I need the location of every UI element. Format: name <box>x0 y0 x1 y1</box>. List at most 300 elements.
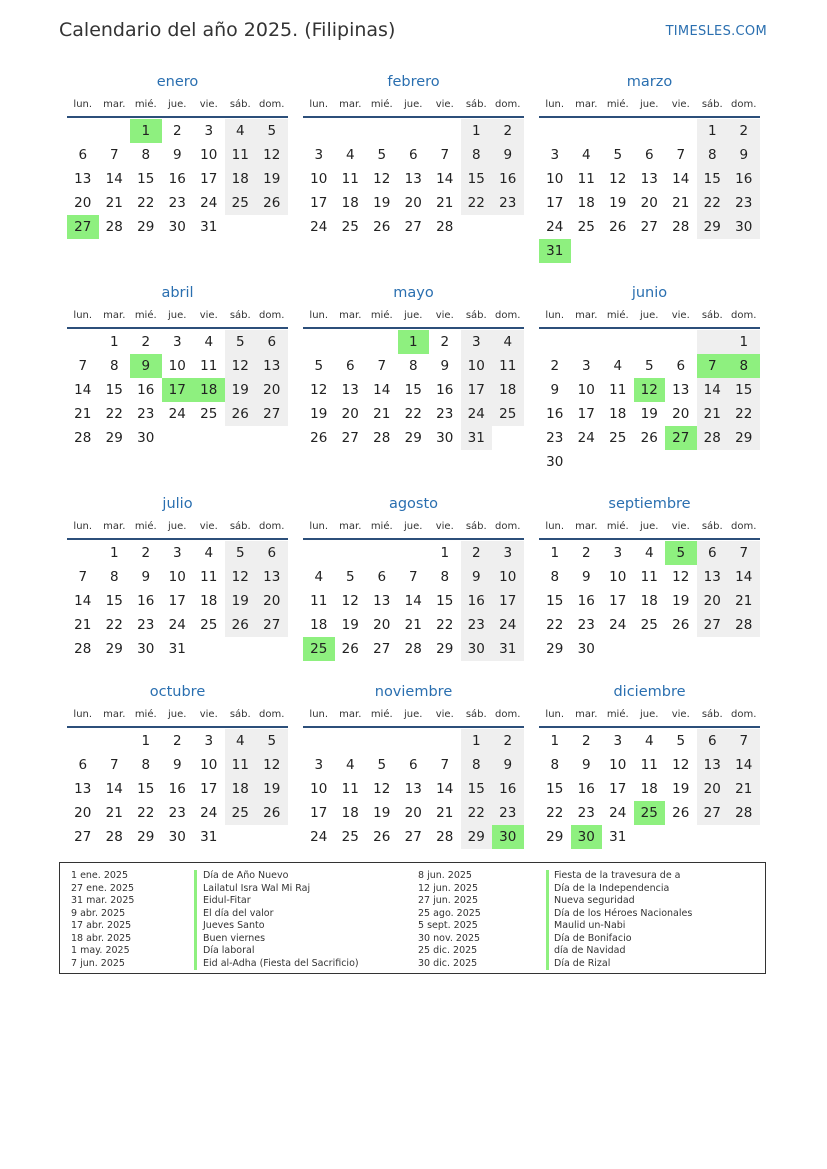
day-cell: 27 <box>697 801 729 825</box>
holiday-day-cell: 9 <box>130 354 162 378</box>
day-cell: 10 <box>609 569 627 585</box>
empty-day-cell <box>429 119 461 143</box>
empty-day-cell <box>335 729 367 753</box>
day-cell: 24 <box>546 219 564 235</box>
day-cell: 3 <box>550 147 560 163</box>
weekday-label: mié. <box>370 309 393 321</box>
weekday-header <box>67 514 288 540</box>
day-cell: 17 <box>168 593 186 609</box>
empty-day-cell <box>335 541 367 565</box>
day-cell: 5 <box>676 733 686 749</box>
day-cell: 22 <box>546 617 564 633</box>
day-cell: 4 <box>492 330 524 354</box>
day-cell: 8 <box>141 147 151 163</box>
day-cell: 20 <box>256 378 288 402</box>
legend-date: 7 jun. 2025 <box>71 957 125 969</box>
weekday-label: mié. <box>134 520 157 532</box>
day-cell: 6 <box>676 358 686 374</box>
day-cell: 26 <box>256 801 288 825</box>
empty-day-cell <box>256 825 288 849</box>
day-cell: 31 <box>168 641 186 657</box>
day-cell: 7 <box>78 569 88 585</box>
weekday-label: mié. <box>606 98 629 110</box>
legend-date: 9 abr. 2025 <box>71 907 126 919</box>
week-row <box>303 777 524 801</box>
day-cell: 7 <box>440 147 450 163</box>
day-cell: 18 <box>310 617 328 633</box>
empty-day-cell <box>728 450 760 474</box>
week-row <box>67 330 288 354</box>
week-row <box>303 167 524 191</box>
week-row <box>539 801 760 825</box>
month-mayo <box>303 283 524 450</box>
empty-day-cell <box>366 330 398 354</box>
week-row <box>67 589 288 613</box>
legend-holiday-name: Fiesta de la travesura de a <box>554 870 681 881</box>
day-cell: 30 <box>577 641 595 657</box>
weekday-header <box>67 92 288 118</box>
empty-day-cell <box>634 330 666 354</box>
holiday-day-cell: 5 <box>665 541 697 565</box>
day-cell: 9 <box>550 382 560 398</box>
weekday-label: sáb. <box>701 708 723 720</box>
day-cell: 22 <box>436 617 454 633</box>
day-cell: 13 <box>256 565 288 589</box>
empty-day-cell <box>571 450 603 474</box>
day-cell: 13 <box>697 753 729 777</box>
day-cell: 16 <box>492 777 524 801</box>
day-cell: 4 <box>204 545 214 561</box>
day-cell: 20 <box>74 805 92 821</box>
weekday-label: dom. <box>495 98 521 110</box>
weekday-label: lun. <box>309 708 329 720</box>
day-cell: 22 <box>546 805 564 821</box>
holiday-day-cell: 25 <box>634 801 666 825</box>
day-cell: 7 <box>440 757 450 773</box>
holiday-day-cell: 17 <box>162 378 194 402</box>
day-cell: 6 <box>345 358 355 374</box>
day-cell: 5 <box>225 541 257 565</box>
weekday-label: mar. <box>575 520 598 532</box>
day-cell: 24 <box>577 430 595 446</box>
week-row <box>539 589 760 613</box>
week-row <box>67 565 288 589</box>
weekday-label: mar. <box>575 708 598 720</box>
day-cell: 22 <box>137 195 155 211</box>
week-row <box>539 239 760 263</box>
legend-holiday-name: Maulid un-Nabi <box>554 920 626 931</box>
day-cell: 8 <box>109 569 119 585</box>
weekday-label: dom. <box>495 309 521 321</box>
week-row <box>303 191 524 215</box>
day-cell: 12 <box>256 143 288 167</box>
day-cell: 21 <box>105 195 123 211</box>
holiday-legend <box>59 862 766 974</box>
day-cell: 15 <box>105 593 123 609</box>
day-cell: 15 <box>137 171 155 187</box>
week-row <box>67 777 288 801</box>
empty-day-cell <box>225 215 257 239</box>
day-cell: 23 <box>546 430 564 446</box>
day-cell: 5 <box>345 569 355 585</box>
day-cell: 21 <box>436 195 454 211</box>
weekday-label: lun. <box>545 98 565 110</box>
weekday-label: jue. <box>640 309 659 321</box>
day-cell: 20 <box>672 406 690 422</box>
weekday-label: sáb. <box>465 98 487 110</box>
day-cell: 30 <box>137 430 155 446</box>
day-cell: 25 <box>609 430 627 446</box>
day-cell: 14 <box>404 593 422 609</box>
day-cell: 3 <box>613 545 623 561</box>
day-cell: 19 <box>256 777 288 801</box>
month-name: enero <box>156 74 199 90</box>
weekday-label: vie. <box>199 708 218 720</box>
page-title: Calendario del año 2025. (Filipinas) <box>59 19 396 41</box>
day-cell: 17 <box>310 195 328 211</box>
day-cell: 8 <box>461 753 493 777</box>
empty-day-cell <box>665 239 697 263</box>
holiday-day-cell: 27 <box>67 215 99 239</box>
day-cell: 14 <box>74 593 92 609</box>
empty-day-cell <box>634 119 666 143</box>
month-noviembre <box>303 682 524 849</box>
day-cell: 11 <box>310 593 328 609</box>
day-cell: 25 <box>200 617 218 633</box>
day-cell: 13 <box>256 354 288 378</box>
day-cell: 2 <box>141 545 151 561</box>
legend-dates-right <box>418 870 481 970</box>
empty-day-cell <box>665 450 697 474</box>
day-cell: 30 <box>168 219 186 235</box>
weekday-label: vie. <box>199 309 218 321</box>
week-row <box>67 119 288 143</box>
week-row <box>539 215 760 239</box>
day-cell: 19 <box>373 195 391 211</box>
day-cell: 2 <box>461 541 493 565</box>
legend-names-right <box>554 870 692 970</box>
holiday-day-cell: 1 <box>398 330 430 354</box>
day-cell: 29 <box>404 430 422 446</box>
day-cell: 13 <box>697 565 729 589</box>
month-junio <box>539 283 760 474</box>
weekday-label: jue. <box>640 520 659 532</box>
empty-day-cell <box>634 825 666 849</box>
weekday-label: jue. <box>168 520 187 532</box>
month-diciembre <box>539 682 760 849</box>
day-cell: 11 <box>640 569 658 585</box>
day-cell: 19 <box>225 378 257 402</box>
empty-day-cell <box>67 729 99 753</box>
weekday-label: sáb. <box>701 309 723 321</box>
weekday-label: sáb. <box>465 708 487 720</box>
day-cell: 20 <box>373 617 391 633</box>
day-cell: 20 <box>697 777 729 801</box>
day-cell: 1 <box>697 119 729 143</box>
day-cell: 19 <box>672 593 690 609</box>
weekday-label: dom. <box>259 98 285 110</box>
weekday-label: dom. <box>259 708 285 720</box>
day-cell: 11 <box>577 171 595 187</box>
day-cell: 17 <box>577 406 595 422</box>
weekday-label: dom. <box>731 309 757 321</box>
day-cell: 18 <box>225 777 257 801</box>
empty-day-cell <box>697 330 729 354</box>
day-cell: 13 <box>74 781 92 797</box>
day-cell: 5 <box>644 358 654 374</box>
legend-holiday-name: día de Navidad <box>554 945 626 956</box>
legend-date: 25 dic. 2025 <box>418 945 478 956</box>
day-cell: 2 <box>581 545 591 561</box>
day-cell: 13 <box>373 593 391 609</box>
day-cell: 16 <box>577 781 595 797</box>
day-cell: 19 <box>225 589 257 613</box>
month-agosto <box>303 494 524 661</box>
day-cell: 2 <box>492 119 524 143</box>
day-cell: 28 <box>404 641 422 657</box>
day-cell: 17 <box>200 781 218 797</box>
empty-day-cell <box>697 450 729 474</box>
day-cell: 14 <box>728 565 760 589</box>
day-cell: 6 <box>256 330 288 354</box>
empty-day-cell <box>665 637 697 661</box>
day-cell: 27 <box>640 219 658 235</box>
day-cell: 30 <box>168 829 186 845</box>
weekday-label: mar. <box>575 98 598 110</box>
weekday-label: mié. <box>606 708 629 720</box>
week-row <box>539 777 760 801</box>
empty-day-cell <box>571 239 603 263</box>
day-cell: 6 <box>644 147 654 163</box>
empty-day-cell <box>303 330 335 354</box>
day-cell: 21 <box>74 617 92 633</box>
empty-day-cell <box>225 426 257 450</box>
weekday-label: dom. <box>731 520 757 532</box>
weekday-label: lun. <box>309 520 329 532</box>
weekday-label: mar. <box>339 708 362 720</box>
day-cell: 24 <box>609 617 627 633</box>
weekday-label: mar. <box>339 309 362 321</box>
day-cell: 12 <box>672 569 690 585</box>
day-cell: 26 <box>373 219 391 235</box>
day-cell: 9 <box>172 147 182 163</box>
legend-date: 5 sept. 2025 <box>418 920 478 931</box>
day-cell: 24 <box>609 805 627 821</box>
day-cell: 23 <box>577 805 595 821</box>
month-abril <box>67 283 288 450</box>
week-row <box>67 637 288 661</box>
legend-date: 30 nov. 2025 <box>418 932 481 944</box>
day-cell: 26 <box>256 191 288 215</box>
weekday-label: vie. <box>199 98 218 110</box>
holiday-day-cell: 12 <box>634 378 666 402</box>
day-cell: 26 <box>310 430 328 446</box>
day-cell: 16 <box>577 593 595 609</box>
day-cell: 19 <box>373 805 391 821</box>
week-row <box>539 354 760 378</box>
empty-day-cell <box>193 637 225 661</box>
day-cell: 8 <box>550 757 560 773</box>
weekday-label: mar. <box>103 708 126 720</box>
legend-names-left <box>203 870 359 970</box>
empty-day-cell <box>225 637 257 661</box>
day-cell: 16 <box>546 406 564 422</box>
day-cell: 26 <box>225 402 257 426</box>
day-cell: 13 <box>672 382 690 398</box>
empty-day-cell <box>728 637 760 661</box>
day-cell: 14 <box>697 378 729 402</box>
day-cell: 4 <box>225 729 257 753</box>
day-cell: 12 <box>225 565 257 589</box>
day-cell: 19 <box>341 617 359 633</box>
week-row <box>539 825 760 849</box>
month-name: marzo <box>626 74 673 90</box>
weekday-label: vie. <box>671 98 690 110</box>
weekday-header <box>303 92 524 118</box>
legend-holiday-name: Eidul-Fitar <box>203 895 251 906</box>
empty-day-cell <box>728 825 760 849</box>
day-cell: 10 <box>546 171 564 187</box>
day-cell: 19 <box>640 406 658 422</box>
week-row <box>67 191 288 215</box>
weekday-label: jue. <box>168 309 187 321</box>
day-cell: 11 <box>200 569 218 585</box>
weekday-label: mar. <box>575 309 598 321</box>
weekday-label: jue. <box>168 98 187 110</box>
week-row <box>539 378 760 402</box>
weekday-label: vie. <box>671 309 690 321</box>
day-cell: 23 <box>436 406 454 422</box>
day-cell: 3 <box>204 733 214 749</box>
weekday-label: vie. <box>199 520 218 532</box>
weekday-label: sáb. <box>229 98 251 110</box>
day-cell: 14 <box>436 171 454 187</box>
weekday-header <box>67 303 288 329</box>
day-cell: 24 <box>310 829 328 845</box>
weekday-header <box>303 514 524 540</box>
legend-date: 18 abr. 2025 <box>71 932 132 944</box>
day-cell: 7 <box>109 147 119 163</box>
month-octubre <box>67 682 288 849</box>
weekday-label: jue. <box>404 98 423 110</box>
day-cell: 9 <box>728 143 760 167</box>
day-cell: 29 <box>697 215 729 239</box>
weekday-label: lun. <box>73 708 93 720</box>
month-name: diciembre <box>613 684 686 700</box>
empty-day-cell <box>492 426 524 450</box>
month-name: junio <box>631 285 668 301</box>
day-cell: 22 <box>105 406 123 422</box>
weekday-label: mié. <box>370 708 393 720</box>
day-cell: 27 <box>256 613 288 637</box>
day-cell: 27 <box>256 402 288 426</box>
weekday-label: jue. <box>404 708 423 720</box>
day-cell: 29 <box>546 829 564 845</box>
weekday-label: lun. <box>73 309 93 321</box>
weekday-label: mar. <box>103 98 126 110</box>
empty-day-cell <box>225 825 257 849</box>
day-cell: 21 <box>436 805 454 821</box>
weekday-label: dom. <box>731 708 757 720</box>
day-cell: 6 <box>377 569 387 585</box>
day-cell: 12 <box>373 781 391 797</box>
empty-day-cell <box>99 729 131 753</box>
day-cell: 28 <box>728 801 760 825</box>
legend-date: 25 ago. 2025 <box>418 907 481 919</box>
day-cell: 3 <box>172 334 182 350</box>
empty-day-cell <box>697 239 729 263</box>
day-cell: 28 <box>74 641 92 657</box>
day-cell: 25 <box>341 219 359 235</box>
brand-logo-text[interactable]: TIMESLES.COM <box>665 24 767 39</box>
empty-day-cell <box>571 330 603 354</box>
day-cell: 17 <box>492 589 524 613</box>
day-cell: 15 <box>404 382 422 398</box>
day-cell: 10 <box>168 569 186 585</box>
weekday-label: sáb. <box>229 708 251 720</box>
day-cell: 24 <box>168 617 186 633</box>
week-row <box>303 729 524 753</box>
week-row <box>303 119 524 143</box>
day-cell: 11 <box>225 753 257 777</box>
day-cell: 9 <box>440 358 450 374</box>
day-cell: 13 <box>341 382 359 398</box>
day-cell: 29 <box>728 426 760 450</box>
day-cell: 26 <box>373 829 391 845</box>
day-cell: 11 <box>341 171 359 187</box>
day-cell: 27 <box>341 430 359 446</box>
day-cell: 17 <box>609 593 627 609</box>
weekday-label: vie. <box>671 708 690 720</box>
day-cell: 11 <box>200 358 218 374</box>
empty-day-cell <box>492 215 524 239</box>
month-name: septiembre <box>608 496 691 512</box>
day-cell: 17 <box>310 805 328 821</box>
week-row <box>67 215 288 239</box>
holiday-day-cell: 31 <box>539 239 571 263</box>
day-cell: 1 <box>461 729 493 753</box>
year-calendar-grid <box>67 72 760 852</box>
day-cell: 28 <box>74 430 92 446</box>
day-cell: 7 <box>728 541 760 565</box>
day-cell: 10 <box>577 382 595 398</box>
day-cell: 5 <box>377 147 387 163</box>
day-cell: 9 <box>581 757 591 773</box>
day-cell: 9 <box>172 757 182 773</box>
day-cell: 12 <box>609 171 627 187</box>
day-cell: 13 <box>640 171 658 187</box>
empty-day-cell <box>429 729 461 753</box>
day-cell: 23 <box>728 191 760 215</box>
legend-holiday-name: Día de la Independencia <box>554 882 670 894</box>
day-cell: 24 <box>461 402 493 426</box>
empty-day-cell <box>162 426 194 450</box>
empty-day-cell <box>602 637 634 661</box>
day-cell: 14 <box>105 781 123 797</box>
month-name: mayo <box>393 285 434 301</box>
empty-day-cell <box>303 541 335 565</box>
day-cell: 21 <box>105 805 123 821</box>
day-cell: 22 <box>404 406 422 422</box>
week-row <box>539 330 760 354</box>
empty-day-cell <box>398 119 430 143</box>
day-cell: 7 <box>109 757 119 773</box>
day-cell: 3 <box>461 330 493 354</box>
day-cell: 8 <box>109 358 119 374</box>
weekday-label: vie. <box>671 520 690 532</box>
empty-day-cell <box>697 637 729 661</box>
day-cell: 25 <box>200 406 218 422</box>
